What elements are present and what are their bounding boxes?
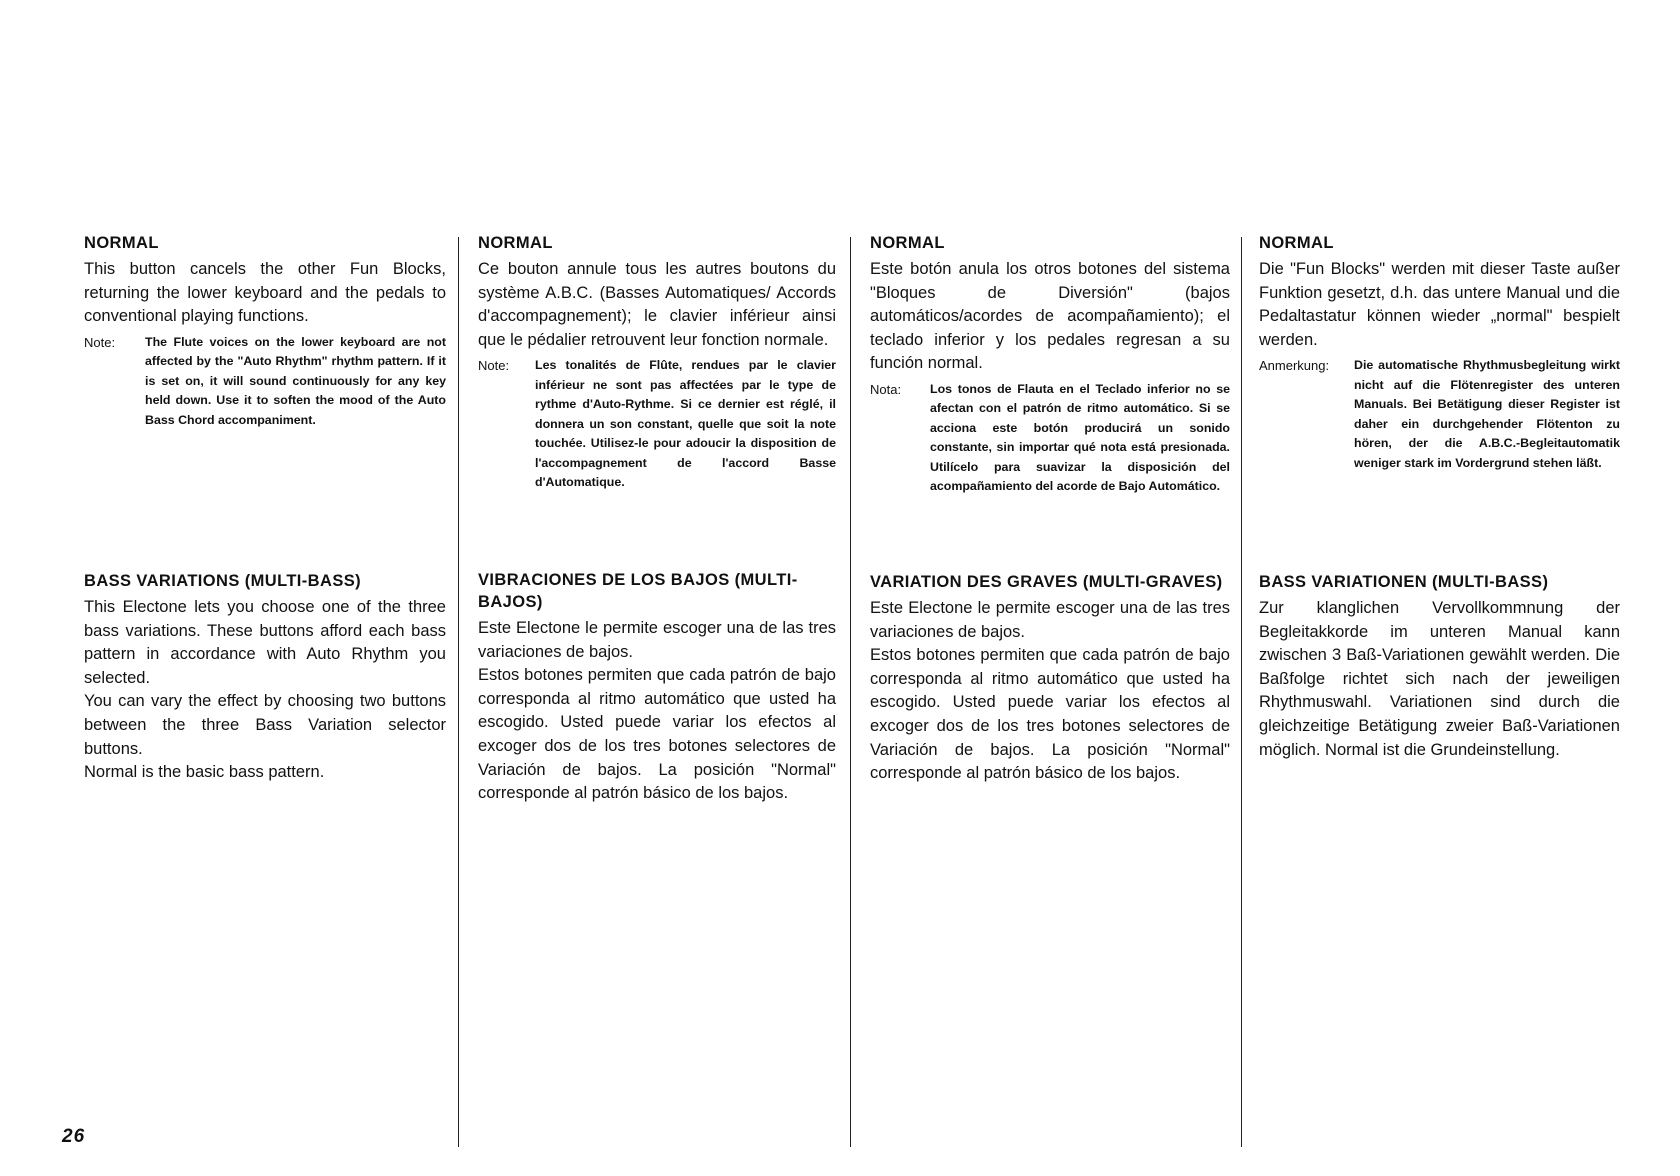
column-divider-1	[458, 237, 459, 1147]
normal-heading: NORMAL	[870, 234, 945, 252]
bass-paragraph-2: You can vary the effect by choosing two buttons between the three Bass Variation selector buttons.	[84, 692, 446, 758]
column-english	[84, 232, 446, 782]
bass-heading: BASS VARIATIONEN (MULTI-BASS)	[1259, 573, 1549, 591]
note-label: Anmerkung:	[1259, 358, 1330, 374]
normal-note	[870, 380, 1230, 497]
normal-note	[1259, 356, 1620, 473]
bass-paragraph-1: Este Electone le permite escoger una de las tres variaciones de bajos.	[478, 619, 836, 661]
bass-section	[478, 569, 836, 806]
normal-body: Die "Fun Blocks" werden mit dieser Taste außer Funktion gesetzt, d.h. das untere Manual und die Pedaltastatur können wieder „normal" bespielt werden.	[1259, 260, 1620, 349]
normal-heading: NORMAL	[1259, 234, 1334, 252]
bass-heading: VARIATION DES GRAVES (MULTI-GRAVES)	[870, 573, 1223, 591]
bass-heading: BASS VARIATIONS (MULTI-BASS)	[84, 572, 362, 590]
note-text: Les tonalités de Flûte, rendues par le clavier inférieur ne sont pas affectées par le type de rythme d'Auto-Rythme. Si ce dernier est réglé, il donnera un son constant, quelle que soit la note touchée. Utilisez-le pour adoucir la disposition de l'accompagnement de l'accord Basse d'Automatique.	[535, 358, 836, 490]
column-divider-2	[850, 237, 851, 1147]
bass-paragraph-2: Estos botones permiten que cada patrón de bajo corresponda al ritmo automático que usted ha escogido. Usted puede variar los efectos al excoger dos de los tres botones selectores de Variación de bajos. La posición "Normal" corresponde al patrón básico de los bajos.	[870, 646, 1230, 783]
normal-body: Ce bouton annule tous les autres boutons du système A.B.C. (Basses Automatiques/ Accords d'accompagnement); le clavier inférieur ainsi que le pédalier retrouvent leur fonction normale.	[478, 260, 836, 349]
bass-paragraph-1: Este Electone le permite escoger una de las tres variaciones de bajos.	[870, 599, 1230, 641]
bass-paragraph-3: Normal is the basic bass pattern.	[84, 763, 325, 782]
bass-paragraph-1: This Electone lets you choose one of the three bass variations. These buttons afford each bass pattern in accordance with Auto Rhythm you selected.	[84, 598, 446, 687]
normal-heading: NORMAL	[84, 234, 159, 252]
note-label: Note:	[84, 334, 116, 350]
bass-paragraph-2: Estos botones permiten que cada patrón de bajo corresponda al ritmo automático que usted ha escogido. Usted puede variar los efectos al excoger dos de los tres botones selectores de Variación de bajos. La posición "Normal" corresponde al patrón básico de los bajos.	[478, 666, 836, 803]
note-label: Note:	[478, 358, 510, 374]
column-french	[478, 232, 836, 803]
normal-heading: NORMAL	[478, 234, 553, 252]
column-divider-3	[1241, 237, 1242, 1147]
column-spanish	[870, 232, 1230, 783]
page-number: 26	[62, 1126, 86, 1147]
bass-heading: VIBRACIONES DE LOS BAJOS (MULTI- BAJOS)	[478, 571, 798, 611]
note-text: Die automatische Rhythmusbegleitung wirkt nicht auf die Flötenregister des unteren Manuals. Bei Betätigung dieser Register ist daher ein durchgehender Flötenton zu hören, der die A.B.C.-Begleitautomatik weniger stark im Vordergrund stehen läßt.	[1354, 358, 1620, 470]
bass-section	[84, 570, 446, 785]
normal-note	[84, 333, 446, 431]
normal-body: This button cancels the other Fun Blocks, returning the lower keyboard and the pedals to conventional playing functions.	[84, 260, 446, 326]
bass-paragraph-1: Zur klanglichen Vervollkommnung der Begleitakkorde im unteren Manual kann zwischen 3 Baß-Variationen gewählt werden. Die Baßfolge richtet sich nach der jeweiligen Rhythmuswahl. Variationen sind durch die gleichzeitige Betätigung zweier Baß-Variationen möglich. Normal ist die Grundeinstellung.	[1259, 599, 1620, 759]
normal-note	[478, 356, 836, 493]
note-text: Los tonos de Flauta en el Teclado inferior no se afectan con el patrón de ritmo automático. Si se acciona este botón producirá un sonido constante, sin importar qué nota está presionada. Utilícelo para suavizar la disposición del acompañamiento del acorde de Bajo Automático.	[930, 381, 1230, 494]
note-text: The Flute voices on the lower keyboard are not affected by the "Auto Rhythm" rhythm pattern. If it is set on, it will sound continuously for any key held down. Use it to soften the mood of the Auto Bass Chord accompaniment.	[145, 334, 446, 427]
normal-body: Este botón anula los otros botones del sistema "Bloques de Diversión" (bajos automáticos/acordes de acompañamiento); el teclado inferior y los pedales regresan a su función normal.	[870, 260, 1230, 373]
note-label: Nota:	[870, 381, 902, 397]
bass-section	[1259, 571, 1620, 762]
column-german	[1259, 232, 1620, 759]
bass-section	[870, 571, 1230, 786]
